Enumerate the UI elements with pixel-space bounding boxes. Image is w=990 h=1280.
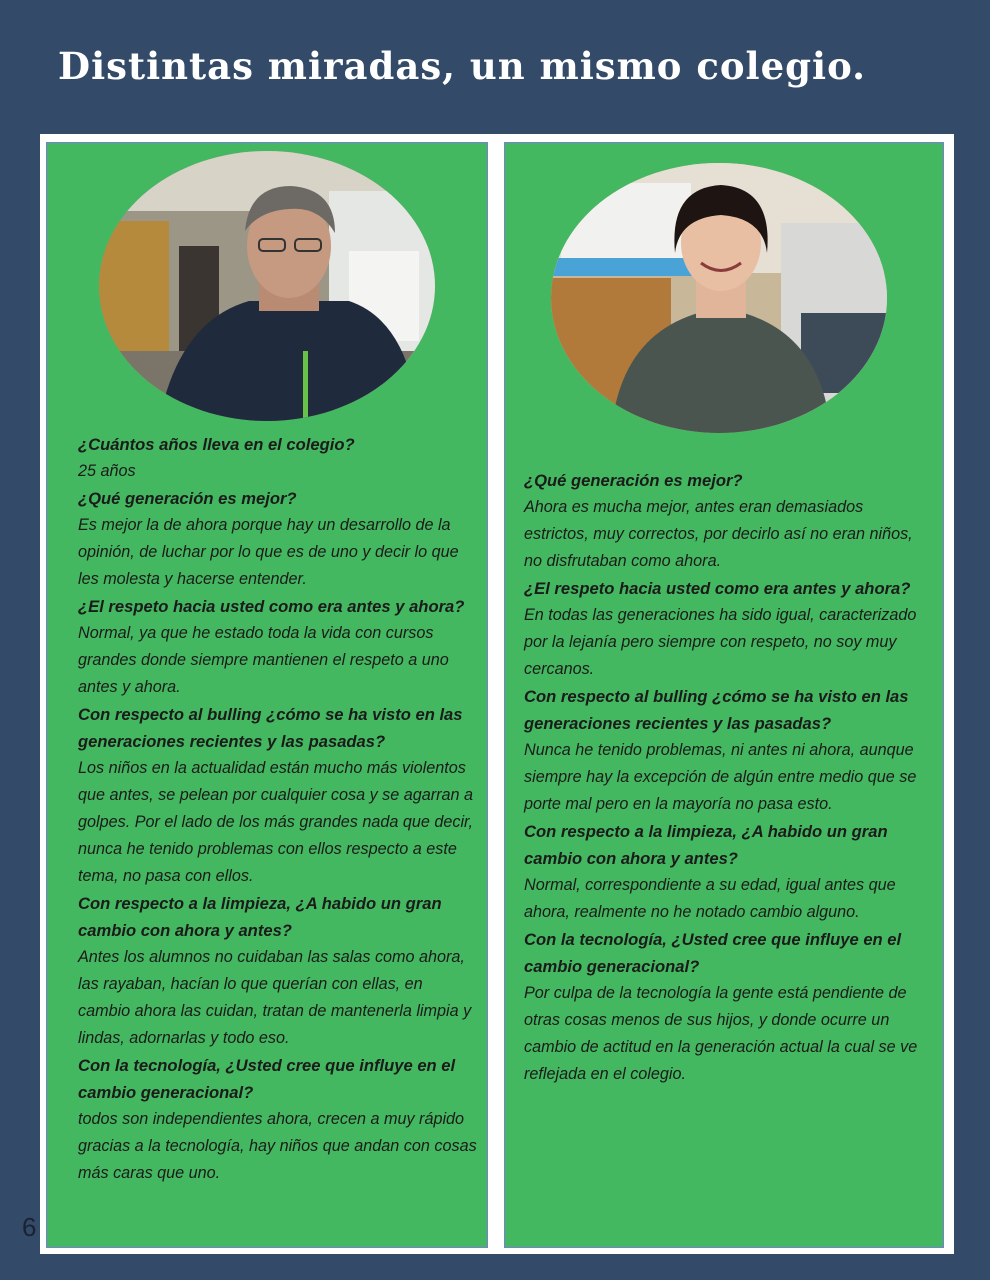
interview-text-right (524, 467, 924, 1088)
answer: Ahora es mucha mejor, antes eran demasiados estrictos, muy correctos, por decirlo así no eran niños, no disfrutaban como ahora. (524, 498, 913, 570)
answer: Los niños en la actualidad están mucho más violentos que antes, se pelean por cualquier cosa y se agarran a golpes. Por el lado de los más grandes nada que decir, nunca he tenido problemas con ellos respecto a este tema, no pasa con ellos. (78, 759, 474, 885)
question: ¿Qué generación es mejor? (78, 489, 297, 508)
page-number: 6 (22, 1212, 37, 1242)
answer: Antes los alumnos no cuidaban las salas como ahora, las rayaban, hacían lo que querían con ellas, en cambio ahora las cuidan, tratan de mantenerla limpia y lindas, adornarlas y todo eso. (78, 948, 472, 1047)
question: Con respecto al bulling ¿cómo se ha visto en las generaciones recientes y las pasadas? (524, 687, 909, 733)
question: Con respecto a la limpieza, ¿A habido un gran cambio con ahora y antes? (78, 894, 442, 940)
answer: 25 años (78, 462, 136, 480)
answer: Nunca he tenido problemas, ni antes ni ahora, aunque siempre hay la excepción de algún entre medio que se porte mal pero en la mayoría no pasa esto. (524, 741, 917, 813)
question: ¿El respeto hacia usted como era antes y ahora? (524, 579, 911, 598)
answer: En todas las generaciones ha sido igual, caracterizado por la lejanía pero siempre con respeto, no soy muy cercanos. (524, 606, 917, 678)
interviewee-photo-left (99, 151, 435, 421)
question: Con respecto a la limpieza, ¿A habido un gran cambio con ahora y antes? (524, 822, 888, 868)
interview-panel-right (504, 142, 944, 1248)
answer: todos son independientes ahora, crecen a muy rápido gracias a la tecnología, hay niños que andan con cosas más caras que uno. (78, 1110, 477, 1182)
interview-panel-left (46, 142, 488, 1248)
interviewee-photo-right (551, 163, 887, 433)
question: Con la tecnología, ¿Usted cree que influye en el cambio generacional? (78, 1056, 456, 1102)
answer: Es mejor la de ahora porque hay un desarrollo de la opinión, de luchar por lo que es de uno y decir lo que les molesta y hacerse entender. (78, 516, 459, 588)
answer: Normal, correspondiente a su edad, igual antes que ahora, realmente no he notado cambio alguno. (524, 876, 896, 921)
question: Con respecto al bulling ¿cómo se ha visto en las generaciones recientes y las pasadas? (78, 705, 463, 751)
interview-text-left (78, 431, 478, 1187)
answer: Normal, ya que he estado toda la vida con cursos grandes donde siempre mantienen el respeto a uno antes y ahora. (78, 624, 449, 696)
question: ¿Qué generación es mejor? (524, 471, 743, 490)
question: ¿El respeto hacia usted como era antes y ahora? (78, 597, 465, 616)
answer: Por culpa de la tecnología la gente está pendiente de otras cosas menos de sus hijos, y donde ocurre un cambio de actitud en la generación actual la cual se ve reflejada en el colegio. (524, 984, 918, 1083)
page-title: Distintas miradas, un mismo colegio. (58, 44, 866, 88)
question: ¿Cuántos años lleva en el colegio? (78, 435, 355, 454)
question: Con la tecnología, ¿Usted cree que influye en el cambio generacional? (524, 930, 902, 976)
